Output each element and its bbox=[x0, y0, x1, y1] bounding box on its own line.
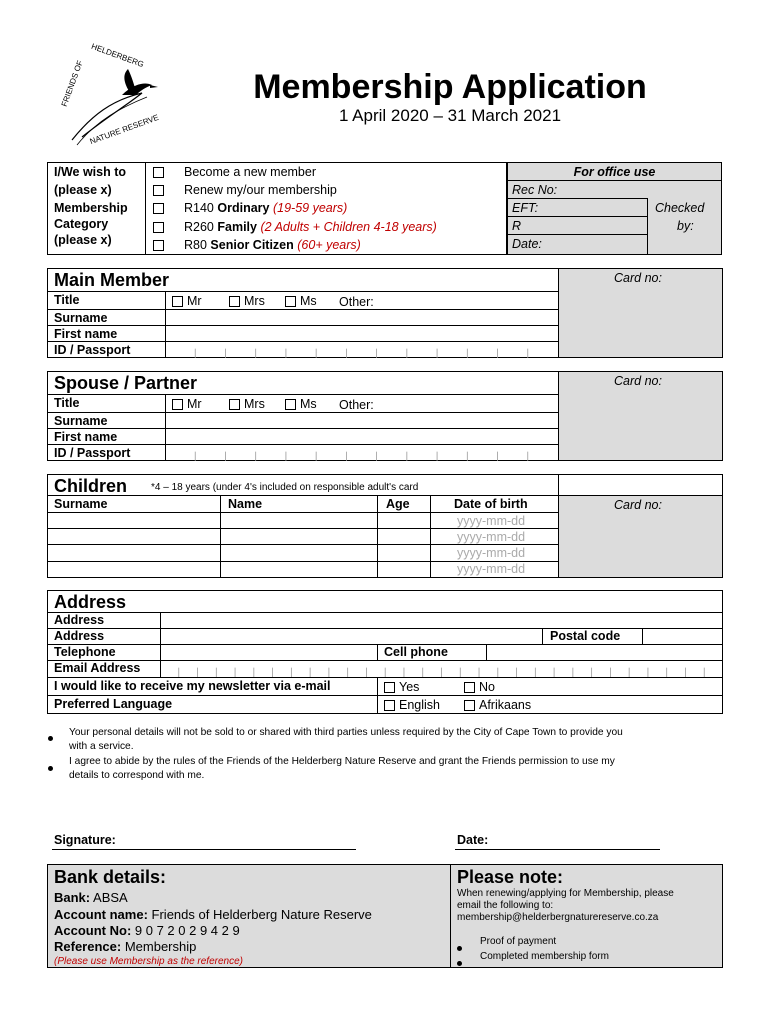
telephone-label: Telephone bbox=[54, 645, 116, 659]
dob-placeholder[interactable]: yyyy-mm-dd bbox=[457, 546, 526, 560]
option-senior[interactable]: R80 Senior Citizen (60+ years) bbox=[153, 238, 361, 252]
col-age: Age bbox=[386, 497, 410, 511]
office-eft: EFT: bbox=[512, 201, 539, 215]
main-firstname-label: First name bbox=[54, 327, 118, 341]
category-hint: (please x) bbox=[54, 233, 112, 247]
bank-name: Bank: ABSA bbox=[54, 890, 128, 905]
agreement-note: I agree to abide by the rules of the Friends of the Helderberg Nature Reserve and grant the Friends permission to use my details to correspond with me. bbox=[69, 756, 615, 781]
main-title-mr[interactable]: Mr bbox=[172, 294, 202, 308]
spouse-card-no: Card no: bbox=[614, 374, 662, 388]
office-date: Date: bbox=[512, 237, 542, 251]
wish-hint: (please x) bbox=[54, 183, 112, 197]
postal-code-label: Postal code bbox=[550, 629, 621, 643]
checkbox-icon[interactable] bbox=[285, 296, 296, 307]
checkbox-icon[interactable] bbox=[384, 700, 395, 711]
newsletter-yes[interactable]: Yes bbox=[384, 680, 419, 694]
spouse-title-label: Title bbox=[54, 396, 80, 410]
option-ordinary[interactable]: R140 Ordinary (19-59 years) bbox=[153, 201, 347, 215]
main-id-field[interactable] bbox=[165, 341, 558, 358]
email-label: Email Address bbox=[54, 661, 141, 675]
reference: Reference: Membership bbox=[54, 939, 197, 954]
checkbox-icon[interactable] bbox=[153, 222, 164, 233]
page-title: Membership Application bbox=[253, 68, 647, 106]
checkbox-icon[interactable] bbox=[229, 399, 240, 410]
col-name: Name bbox=[228, 497, 263, 511]
bank-heading: Bank details: bbox=[54, 867, 167, 887]
checkbox-icon[interactable] bbox=[464, 682, 475, 693]
spouse-firstname-label: First name bbox=[54, 430, 118, 444]
office-rec-no: Rec No: bbox=[512, 183, 558, 197]
main-member-heading: Main Member bbox=[54, 270, 170, 290]
membership-form-item: Completed membership form bbox=[480, 951, 609, 962]
bullet-icon bbox=[457, 940, 462, 954]
option-renew[interactable]: Renew my/our membership bbox=[153, 183, 337, 197]
address-label: Address bbox=[54, 613, 105, 627]
signature-date-label: Date: bbox=[457, 833, 489, 847]
checkbox-icon[interactable] bbox=[285, 399, 296, 410]
checkbox-icon[interactable] bbox=[464, 700, 475, 711]
main-title-mrs[interactable]: Mrs bbox=[229, 294, 265, 308]
please-note-text: When renewing/applying for Membership, please email the following to: membership@helderbergnaturereserve.co.za bbox=[457, 888, 674, 923]
main-title-label: Title bbox=[54, 293, 80, 307]
signature-label: Signature: bbox=[54, 833, 116, 847]
office-title: For office use bbox=[573, 165, 656, 179]
reference-note: (Please use Membership as the reference) bbox=[54, 956, 243, 967]
account-name: Account name: Friends of Helderberg Nature Reserve bbox=[54, 907, 372, 922]
children-card-no: Card no: bbox=[614, 498, 662, 512]
main-title-ms[interactable]: Ms bbox=[285, 294, 317, 308]
please-note-heading: Please note: bbox=[457, 867, 564, 887]
signature-date-line[interactable] bbox=[455, 849, 660, 850]
dob-placeholder[interactable]: yyyy-mm-dd bbox=[457, 514, 526, 528]
spouse-id-label: ID / Passport bbox=[54, 446, 131, 460]
bullet-icon bbox=[48, 760, 53, 774]
wish-label: I/We wish to bbox=[54, 165, 126, 179]
option-new-member[interactable]: Become a new member bbox=[153, 165, 316, 179]
children-heading: Children bbox=[54, 476, 128, 496]
dob-placeholder[interactable]: yyyy-mm-dd bbox=[457, 562, 526, 576]
category-label-2: Category bbox=[54, 217, 109, 231]
checkbox-icon[interactable] bbox=[153, 240, 164, 251]
option-family[interactable]: R260 Family (2 Adults + Children 4-18 years) bbox=[153, 220, 437, 234]
bullet-icon bbox=[48, 730, 53, 744]
newsletter-label: I would like to receive my newsletter via e-mail bbox=[54, 679, 331, 693]
office-by: by: bbox=[677, 219, 694, 233]
period: 1 April 2020 – 31 March 2021 bbox=[338, 106, 562, 125]
main-surname-label: Surname bbox=[54, 311, 108, 325]
language-english[interactable]: English bbox=[384, 698, 440, 712]
account-number: Account No: 9 0 7 2 0 2 9 4 2 9 bbox=[54, 923, 240, 938]
spouse-title-other[interactable]: Other: bbox=[339, 398, 374, 412]
checkbox-icon[interactable] bbox=[153, 203, 164, 214]
logo-text-left: FRIENDS OF bbox=[59, 59, 85, 108]
language-label: Preferred Language bbox=[54, 697, 173, 711]
checkbox-icon[interactable] bbox=[172, 399, 183, 410]
spouse-heading: Spouse / Partner bbox=[54, 373, 198, 393]
category-label: Membership bbox=[54, 201, 128, 215]
spouse-title-mr[interactable]: Mr bbox=[172, 397, 202, 411]
cell-phone-label: Cell phone bbox=[384, 645, 448, 659]
checkbox-icon[interactable] bbox=[229, 296, 240, 307]
logo bbox=[52, 41, 167, 150]
privacy-note: Your personal details will not be sold to or shared with third parties unless required by the City of Cape Town to provide you with a service. bbox=[69, 727, 623, 752]
logo-text-top: HELDERBERG bbox=[90, 41, 146, 70]
proof-of-payment-item: Proof of payment bbox=[480, 936, 557, 947]
language-afrikaans[interactable]: Afrikaans bbox=[464, 698, 531, 712]
checkbox-icon[interactable] bbox=[153, 167, 164, 178]
signature-line[interactable] bbox=[52, 849, 356, 850]
email-field[interactable] bbox=[160, 660, 723, 677]
checkbox-icon[interactable] bbox=[384, 682, 395, 693]
main-title-other[interactable]: Other: bbox=[339, 295, 374, 309]
dob-placeholder[interactable]: yyyy-mm-dd bbox=[457, 530, 526, 544]
office-checked: Checked bbox=[655, 201, 705, 215]
children-note: *4 – 18 years (under 4's included on responsible adult's card bbox=[151, 482, 419, 493]
logo-text-bottom: NATURE RESERVE bbox=[88, 112, 160, 147]
spouse-surname-label: Surname bbox=[54, 414, 108, 428]
main-card-no: Card no: bbox=[614, 271, 662, 285]
spouse-title-mrs[interactable]: Mrs bbox=[229, 397, 265, 411]
address2-label: Address bbox=[54, 629, 105, 643]
spouse-id-field[interactable] bbox=[165, 444, 558, 461]
main-id-label: ID / Passport bbox=[54, 343, 131, 357]
col-surname: Surname bbox=[54, 497, 108, 511]
address-heading: Address bbox=[54, 592, 127, 612]
office-r: R bbox=[512, 219, 522, 233]
col-dob: Date of birth bbox=[454, 497, 528, 511]
checkbox-icon[interactable] bbox=[172, 296, 183, 307]
bullet-icon bbox=[457, 955, 462, 969]
checkbox-icon[interactable] bbox=[153, 185, 164, 196]
spouse-title-ms[interactable]: Ms bbox=[285, 397, 317, 411]
newsletter-no[interactable]: No bbox=[464, 680, 495, 694]
